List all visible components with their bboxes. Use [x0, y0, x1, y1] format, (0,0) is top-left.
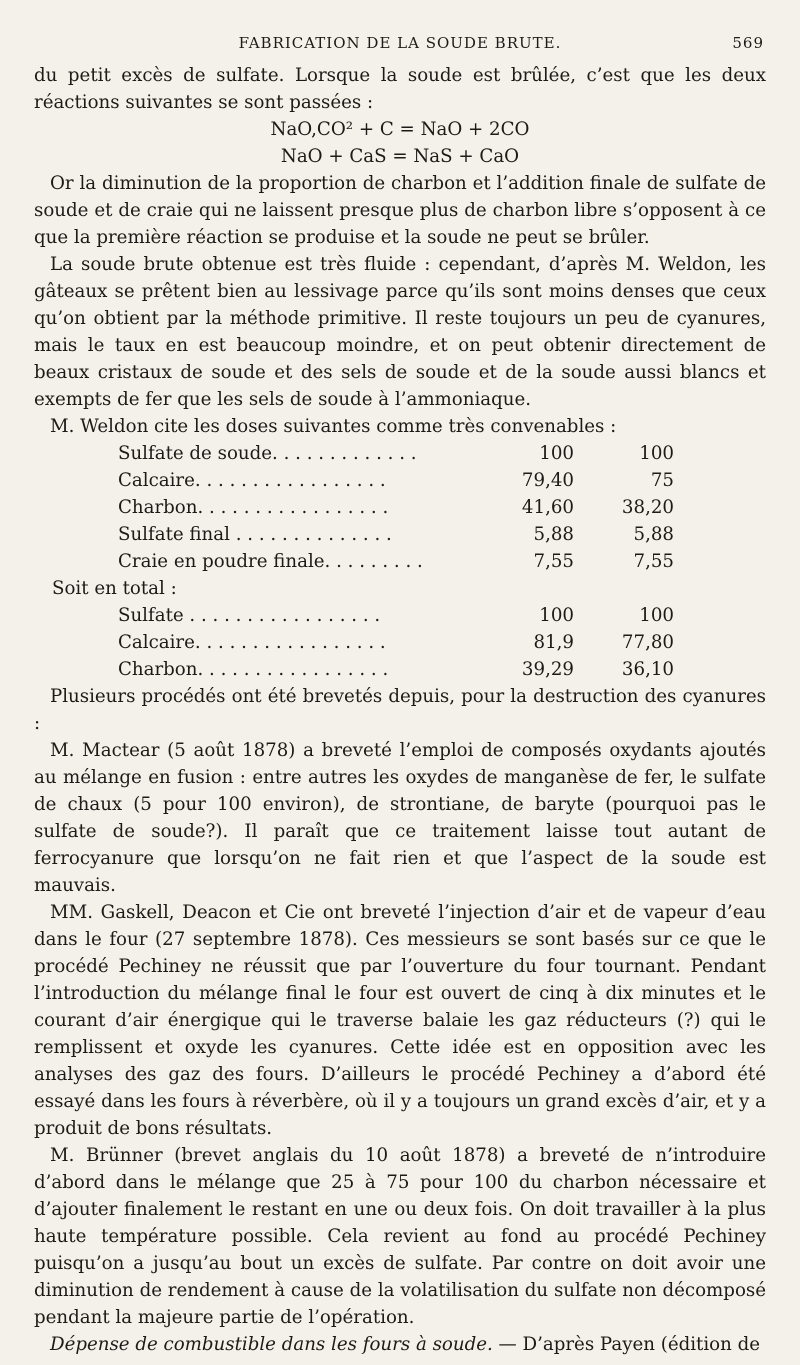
paragraph-5: Plusieurs procédés ont été brevetés depuis, pour la destruction des cyanures : — [34, 686, 766, 734]
row-name: Sulfate . . . . . . . . . . . . . . . . . — [118, 605, 381, 626]
row-name: Sulfate de soude. . . . . . . . . . . . . — [118, 443, 417, 464]
table-row — [118, 467, 678, 494]
paragraph-3: La soude brute obtenue est très fluide : cependant, d’après M. Weldon, les gâteaux se prêtent bien au lessivage parce qu’ils sont moins denses que ceux qu’on obtient par la méthode primitive. Il reste toujours un peu de cyanures, mais le taux en est beaucoup moindre, et on peut obtenir directement de beaux cristaux de soude et des sels de soude et de la soude aussi blancs et exempts de fer que les sels de soude à l’ammoniaque. — [34, 254, 766, 410]
row-value-2: 7,55 — [633, 551, 674, 572]
row-value-2: 5,88 — [633, 524, 674, 545]
row-name: Sulfate final . . . . . . . . . . . . . . — [118, 524, 392, 545]
totals-table — [118, 602, 678, 683]
row-name: Charbon. . . . . . . . . . . . . . . . . — [118, 497, 389, 518]
paragraph-4: M. Weldon cite les doses suivantes comme très convenables : — [50, 416, 617, 437]
row-name: Charbon. . . . . . . . . . . . . . . . . — [118, 659, 389, 680]
paragraph-1: du petit excès de sulfate. Lorsque la soude est brûlée, c’est que les deux réactions suivantes se sont passées : — [34, 65, 766, 113]
row-value-1: 39,29 — [521, 659, 574, 680]
row-value-2: 75 — [650, 470, 674, 491]
row-value-1: 5,88 — [533, 524, 574, 545]
doses-table — [118, 440, 678, 575]
row-name: Craie en poudre finale. . . . . . . . . — [118, 551, 423, 572]
row-value-1: 100 — [539, 605, 574, 626]
row-value-2: 77,80 — [621, 632, 674, 653]
paragraph-9-text: — D’après Payen (édition de — [492, 1334, 761, 1355]
row-name: Calcaire. . . . . . . . . . . . . . . . . — [118, 632, 386, 653]
row-value-2: 100 — [639, 605, 674, 626]
row-value-1: 79,40 — [521, 470, 574, 491]
row-name: Calcaire. . . . . . . . . . . . . . . . . — [118, 470, 386, 491]
row-value-2: 36,10 — [621, 659, 674, 680]
paragraph-9 — [34, 1331, 766, 1358]
section-heading: Dépense de combustible dans les fours à soude. — [50, 1334, 493, 1355]
equation-2: NaO + CaS = NaS + CaO — [280, 146, 520, 167]
page-number: 569 — [732, 34, 764, 52]
row-value-1: 81,9 — [533, 632, 574, 653]
table-row — [118, 521, 678, 548]
paragraph-6: M. Mactear (5 août 1878) a breveté l’emploi de composés oxydants ajoutés au mélange en fusion : entre autres les oxydes de manganèse de fer, le sulfate de chaux (5 pour 100 environ), de strontiane, de baryte (pourquoi pas le sulfate de soude?). Il paraît que ce traitement laisse tout autant de ferrocyanure que lorsqu’on ne fait rien et que l’aspect de la soude est mauvais. — [34, 740, 766, 896]
body-text — [34, 62, 766, 1358]
running-header — [0, 34, 800, 60]
equation-1: NaO,CO² + C = NaO + 2CO — [270, 119, 530, 140]
running-title: FABRICATION DE LA SOUDE BRUTE. — [238, 34, 562, 52]
row-value-1: 41,60 — [521, 497, 574, 518]
row-value-1: 100 — [539, 443, 574, 464]
table-row — [118, 656, 678, 683]
paragraph-2: Or la diminution de la proportion de charbon et l’addition finale de sulfate de soude et de craie qui ne laissent presque plus de charbon libre s’opposent à ce que la première réaction se produise et la soude ne peut se brûler. — [34, 173, 766, 248]
table-row — [118, 629, 678, 656]
total-label: Soit en total : — [52, 578, 177, 599]
row-value-1: 7,55 — [533, 551, 574, 572]
row-value-2: 100 — [639, 443, 674, 464]
table-row — [118, 494, 678, 521]
table-row — [118, 548, 678, 575]
table-row — [118, 602, 678, 629]
paragraph-8: M. Brünner (brevet anglais du 10 août 1878) a breveté de n’introduire d’abord dans le mélange que 25 à 75 pour 100 du charbon nécessaire et d’ajouter finalement le restant en une ou deux fois. On doit travailler à la plus haute température possible. Cela revient au fond au procédé Pechiney puisqu’on a jusqu’au bout un excès de sulfate. Par contre on doit avoir une diminution de rendement à cause de la volatilisation du sulfate non décomposé pendant la majeure partie de l’opération. — [34, 1145, 766, 1328]
row-value-2: 38,20 — [621, 497, 674, 518]
paragraph-7: MM. Gaskell, Deacon et Cie ont breveté l’injection d’air et de vapeur d’eau dans le four (27 septembre 1878). Ces messieurs se sont basés sur ce que le procédé Pechiney ne réussit que par l’ouverture du four tournant. Pendant l’introduction du mélange final le four est ouvert de cinq à dix minutes et le courant d’air énergique qui le traverse balaie les gaz réducteurs (?) qui le remplissent et oxyde les cyanures. Cette idée est en opposition avec les analyses des gaz des fours. D’ailleurs le procédé Pechiney a d’abord été essayé dans les fours à réverbère, où il y a toujours un grand excès d’air, et y a produit de bons résultats. — [34, 902, 766, 1139]
table-row — [118, 440, 678, 467]
